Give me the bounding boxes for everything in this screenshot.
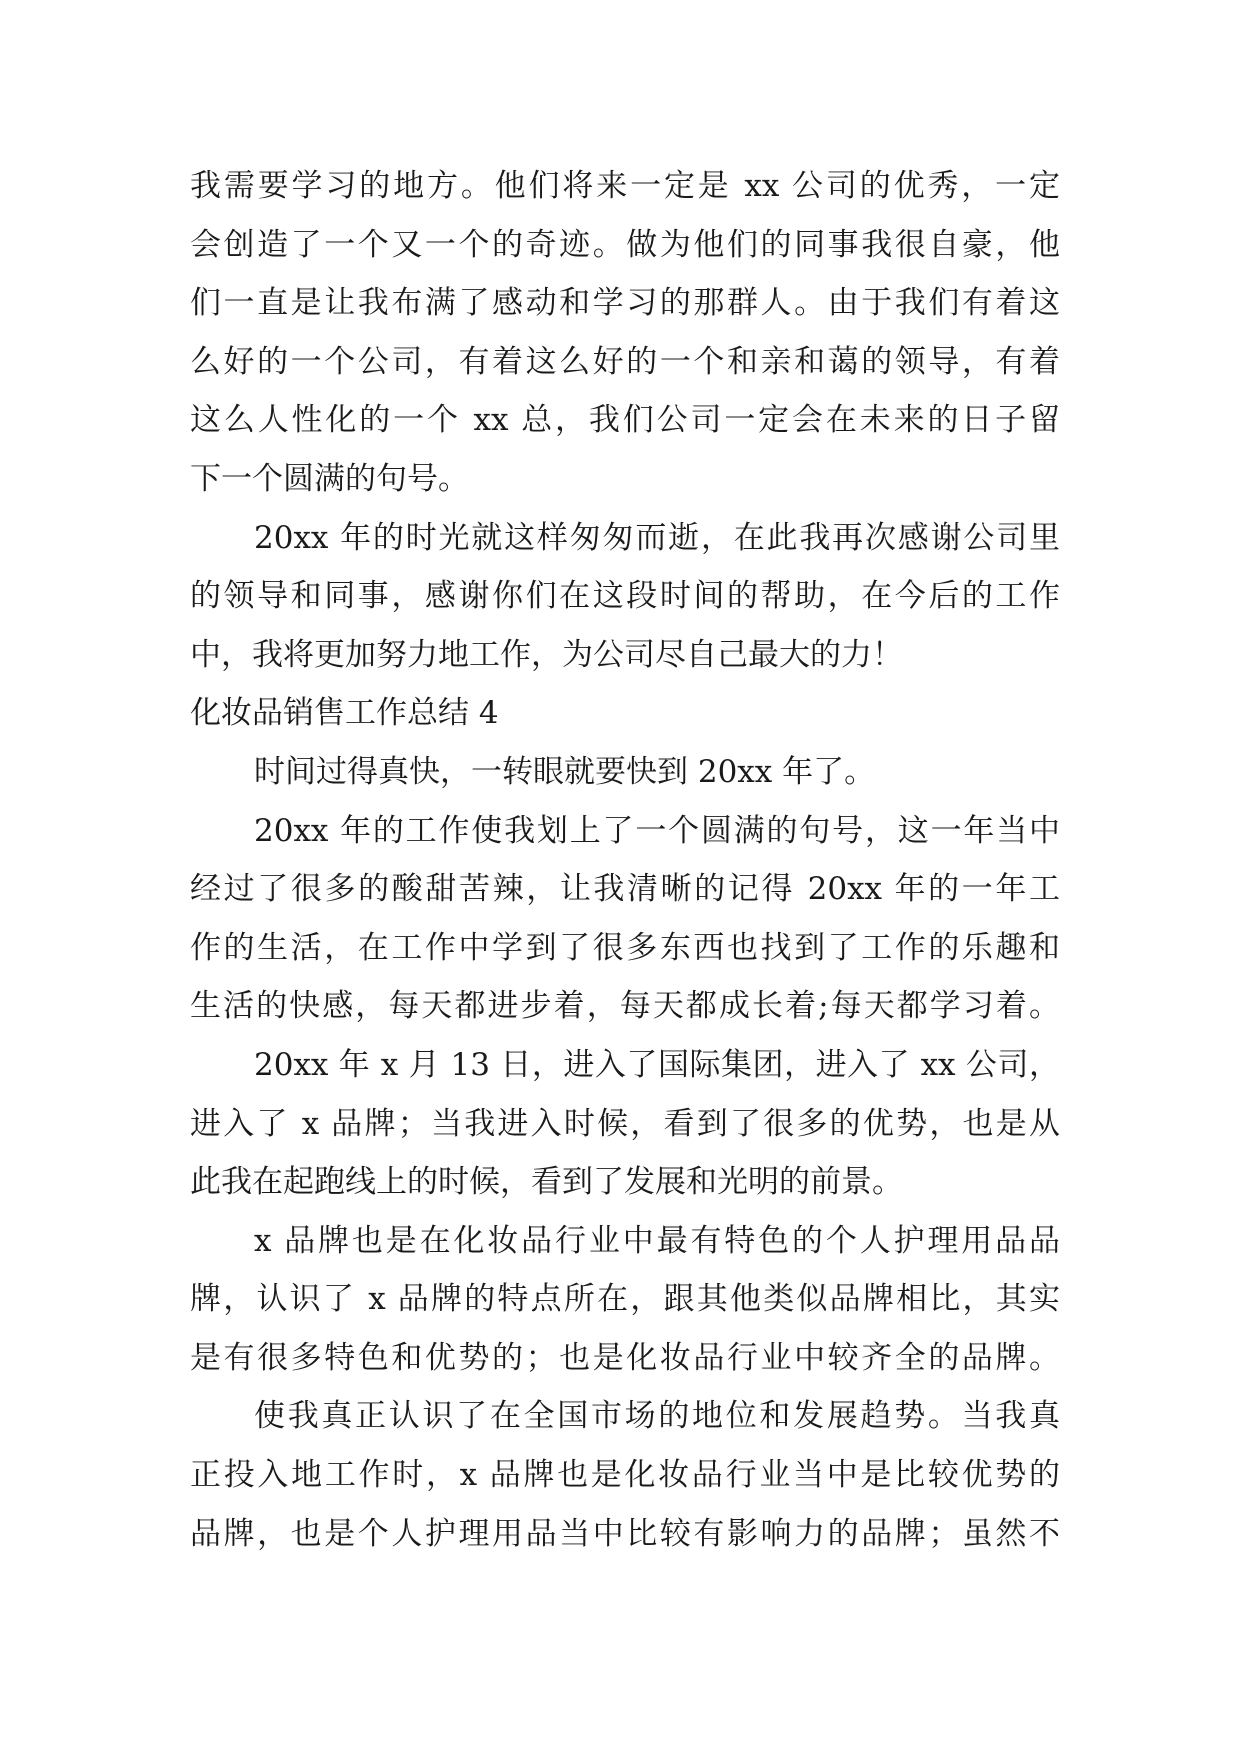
document-line: 么好的一个公司，有着这么好的一个和亲和蔼的领导，有着 (190, 343, 1060, 380)
document-line: 们一直是让我布满了感动和学习的那群人。由于我们有着这 (190, 285, 1060, 322)
document-line: 的领导和同事，感谢你们在这段时间的帮助，在今后的工作 (190, 578, 1060, 615)
document-line: 牌，认识了 x 品牌的特点所在，跟其他类似品牌相比，其实 (190, 1281, 1060, 1318)
document-line: 这么人性化的一个 xx 总，我们公司一定会在未来的日子留 (190, 402, 1060, 439)
document-line: 品牌，也是个人护理用品当中比较有影响力的品牌；虽然不 (190, 1515, 1060, 1552)
document-line: 经过了很多的酸甜苦辣，让我清晰的记得 20xx 年的一年工 (190, 871, 1060, 908)
document-line: 此我在起跑线上的时候，看到了发展和光明的前景。 (190, 1164, 903, 1201)
document-line: 我需要学习的地方。他们将来一定是 xx 公司的优秀，一定 (190, 168, 1060, 204)
document-line: 会创造了一个又一个的奇迹。做为他们的同事我很自豪，他 (190, 226, 1060, 263)
document-body (190, 157, 1060, 1563)
document-line: 时间过得真快，一转眼就要快到 20xx 年了。 (254, 753, 876, 790)
document-line: 下一个圆满的句号。 (190, 460, 469, 497)
document-line: 20xx 年的工作使我划上了一个圆满的句号，这一年当中 (254, 812, 1060, 849)
document-line: 中，我将更加努力地工作，为公司尽自己最大的力！ (190, 636, 903, 673)
document-line: x 品牌也是在化妆品行业中最有特色的个人护理用品品 (254, 1222, 1060, 1259)
document-line: 使我真正认识了在全国市场的地位和发展趋势。当我真 (254, 1398, 1060, 1435)
document-line: 进入了 x 品牌；当我进入时候，看到了很多的优势，也是从 (190, 1105, 1060, 1142)
section-heading: 化妆品销售工作总结 4 (190, 695, 499, 732)
document-line: 20xx 年的时光就这样匆匆而逝，在此我再次感谢公司里 (254, 519, 1060, 556)
document-line: 正投入地工作时，x 品牌也是化妆品行业当中是比较优势的 (190, 1457, 1060, 1494)
document-line: 作的生活，在工作中学到了很多东西也找到了工作的乐趣和 (190, 929, 1060, 966)
document-line: 20xx 年 x 月 13 日，进入了国际集团，进入了 xx 公司， (254, 1046, 1060, 1083)
document-line: 生活的快感，每天都进步着，每天都成长着;每天都学习着。 (190, 988, 1060, 1025)
document-line: 是有很多特色和优势的；也是化妆品行业中较齐全的品牌。 (190, 1339, 1060, 1376)
